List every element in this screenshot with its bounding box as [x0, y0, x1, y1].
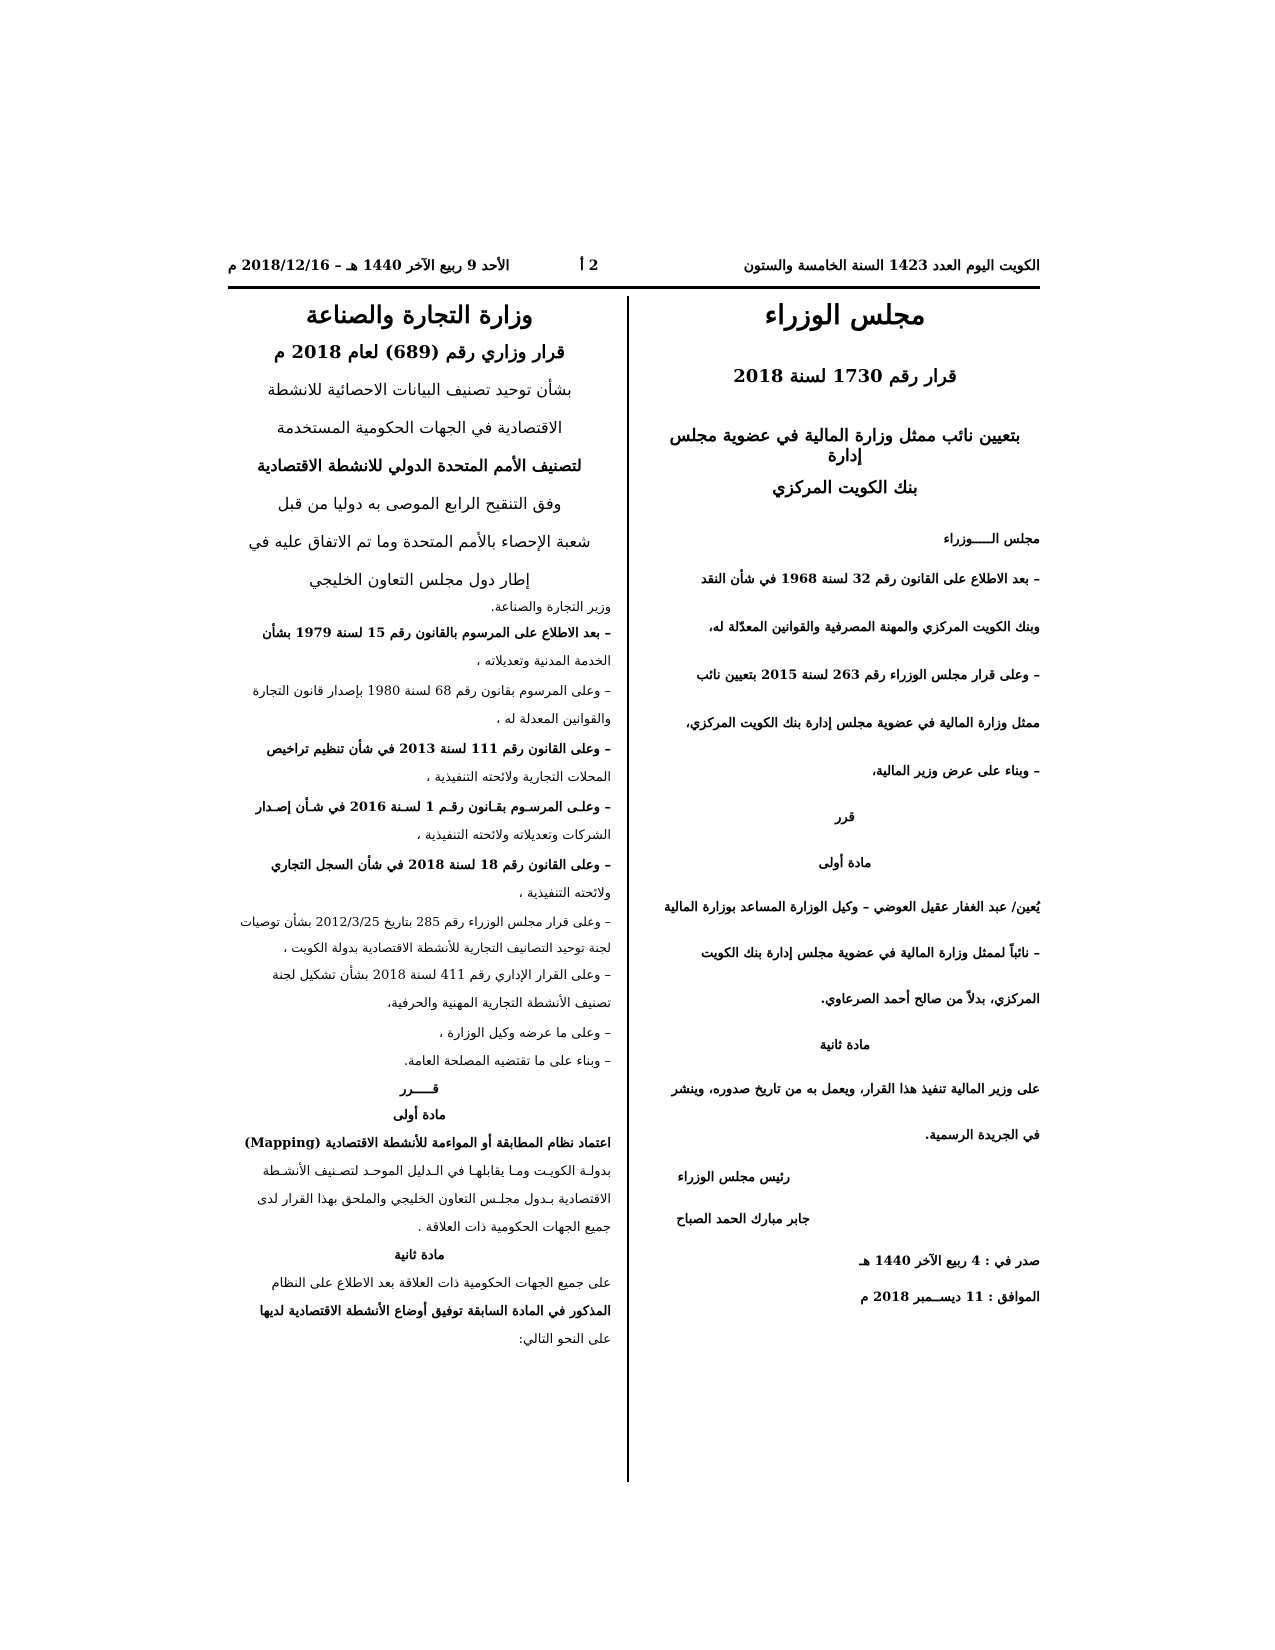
header-date: الأحد 9 ربيع الآخر 1440 هـ – 2018/12/16 م: [228, 258, 510, 274]
right-article-1-line-3: المركزي، بدلاً من صالح أحمد الصرعاوي.: [820, 992, 1040, 1007]
left-article-2-title: مادة ثانية: [394, 1248, 445, 1263]
left-preamble-5b: ولائحته التنفيذية ،: [518, 886, 611, 901]
left-article-1-line-4: جميع الجهات الحكومية ذات العلاقة .: [417, 1220, 611, 1235]
right-subject-line-1: بتعيين نائب ممثل وزارة المالية في عضوية مجلس إدارة: [669, 426, 1021, 466]
right-article-2-title: مادة ثانية: [819, 1038, 871, 1053]
left-subject-line-3: لتصنيف الأمم المتحدة الدولي للانشطة الاقتصادية: [257, 456, 582, 475]
left-subject-line-6: إطار دول مجلس التعاون الخليجي: [309, 570, 530, 589]
signature-name: جابر مبارك الحمد الصباح: [676, 1212, 810, 1227]
left-preamble-2b: والقوانين المعدلة له ،: [496, 712, 611, 727]
left-article-1-title: مادة أولى: [393, 1108, 446, 1123]
left-preamble-4a: – وعلـى المرسـوم بقـانون رقـم 1 لسـنة 2016 في شـأن إصـدار: [255, 800, 611, 815]
left-org-title: وزارة التجارة والصناعة: [305, 300, 534, 329]
left-preamble-3b: المحلات التجارية ولائحته التنفيذية ،: [426, 770, 611, 785]
left-article-2-line-2: المذكور في المادة السابقة توفيق أوضاع الأنشطة الاقتصادية لديها: [259, 1304, 611, 1319]
column-divider: [627, 296, 629, 1482]
right-preamble-1b: وبنك الكويت المركزي والمهنة المصرفية والقوانين المعدّلة له،: [708, 620, 1040, 635]
left-article-1-line-1: اعتماد نظام المطابقة أو المواءمة للأنشطة الاقتصادية (Mapping): [244, 1136, 611, 1151]
left-article-2-line-1: على جميع الجهات الحكومية ذات العلاقة بعد الاطلاع على النظام: [271, 1276, 611, 1291]
right-preamble-3: – وبناء على عرض وزير المالية،: [871, 764, 1040, 779]
right-decree-number: قرار رقم 1730 لسنة 2018: [733, 366, 957, 387]
header-page-number: 2 أ: [580, 258, 599, 274]
right-preamble-1a: – بعد الاطلاع على القانون رقم 32 لسنة 1968 في شأن النقد: [700, 572, 1040, 587]
right-article-2-line-1: على وزير المالية تنفيذ هذا القرار، ويعمل به من تاريخ صدوره، وينشر: [671, 1082, 1040, 1097]
left-preamble-6b: لجنة توحيد التصانيف التجارية للأنشطة الاقتصادية بدولة الكويت ،: [283, 940, 611, 955]
right-preamble-2b: ممثل وزارة المالية في عضوية مجلس إدارة بنك الكويت المركزي،: [685, 716, 1040, 731]
left-decided: قـــــرر: [400, 1082, 439, 1097]
left-preamble-7a: – وعلى القرار الإداري رقم 411 لسنة 2018 بشأن تشكيل لجنة: [272, 968, 611, 983]
left-preamble-7b: تصنيف الأنشطة التجارية المهنية والحرفية،: [387, 996, 611, 1011]
left-decree-number: قرار وزاري رقم (689) لعام 2018 م: [274, 342, 565, 363]
left-subject-line-5: شعبة الإحصاء بالأمم المتحدة وما تم الاتفاق عليه في: [248, 532, 591, 551]
corresponding-date: الموافق : 11 ديســمبر 2018 م: [860, 1290, 1040, 1305]
right-article-1-title: مادة أولى: [818, 856, 872, 871]
right-subject-line-2: بنك الكويت المركزي: [772, 478, 918, 498]
right-decided: قرر: [835, 810, 855, 825]
left-preamble-2a: – وعلى المرسوم بقانون رقم 68 لسنة 1980 بإصدار قانون التجارة: [252, 684, 611, 699]
left-article-1-line-2: بدولـة الكويـت ومـا يقابلهـا في الـدليل الموحـد لتصـنيف الأنشـطة: [262, 1164, 611, 1179]
right-org-title: مجلس الوزراء: [764, 300, 926, 331]
left-subject-line-2: الاقتصادية في الجهات الحكومية المستخدمة: [276, 418, 563, 437]
issue-date: صدر في : 4 ربيع الآخر 1440 هـ: [859, 1254, 1040, 1269]
left-article-1-line-3: الاقتصادية بـدول مجلـس التعاون الخليجي والملحق بهذا القرار لدى: [257, 1192, 611, 1207]
left-preamble-8: – وعلى ما عرضه وكيل الوزارة ،: [438, 1026, 611, 1041]
right-article-1-line-1: يُعين/ عبد الغفار عقيل العوضي – وكيل الوزارة المساعد بوزارة المالية: [664, 900, 1040, 915]
left-minister: وزير التجارة والصناعة.: [490, 600, 611, 615]
right-issuer: مجلس الـــــوزراء: [943, 532, 1040, 547]
left-subject-line-4: وفق التنقيح الرابع الموصى به دوليا من قبل: [277, 494, 562, 513]
header-issue-info: الكويت اليوم العدد 1423 السنة الخامسة والستون: [743, 258, 1040, 274]
left-preamble-1b: الخدمة المدنية وتعديلاته ،: [476, 654, 611, 669]
right-preamble-2a: – وعلى قرار مجلس الوزراء رقم 263 لسنة 2015 بتعيين نائب: [696, 668, 1040, 683]
left-preamble-3a: – وعلى القانون رقم 111 لسنة 2013 في شأن تنظيم تراخيص: [266, 742, 611, 757]
left-preamble-6a: – وعلى قرار مجلس الوزراء رقم 285 بتاريخ 2012/3/25 بشأن توصيات: [240, 914, 611, 929]
left-preamble-4b: الشركات وتعديلاته ولائحته التنفيذية ،: [416, 828, 611, 843]
right-article-2-line-2: في الجريدة الرسمية.: [924, 1128, 1040, 1143]
left-preamble-5a: – وعلى القانون رقم 18 لسنة 2018 في شأن السجل التجاري: [271, 858, 611, 873]
left-preamble-9: – وبناء على ما تقتضيه المصلحة العامة.: [403, 1054, 611, 1069]
left-article-2-line-3: على النحو التالي:: [518, 1332, 611, 1347]
left-subject-line-1: بشأن توحيد تصنيف البيانات الاحصائية للانشطة: [267, 380, 572, 399]
signature-title: رئيس مجلس الوزراء: [677, 1170, 790, 1185]
right-article-1-line-2: – نائباً لممثل وزارة المالية في عضوية مجلس إدارة بنك الكويت: [701, 946, 1040, 961]
left-preamble-1a: – بعد الاطلاع على المرسوم بالقانون رقم 15 لسنة 1979 بشأن: [262, 626, 611, 641]
header-rule: [228, 286, 1040, 289]
